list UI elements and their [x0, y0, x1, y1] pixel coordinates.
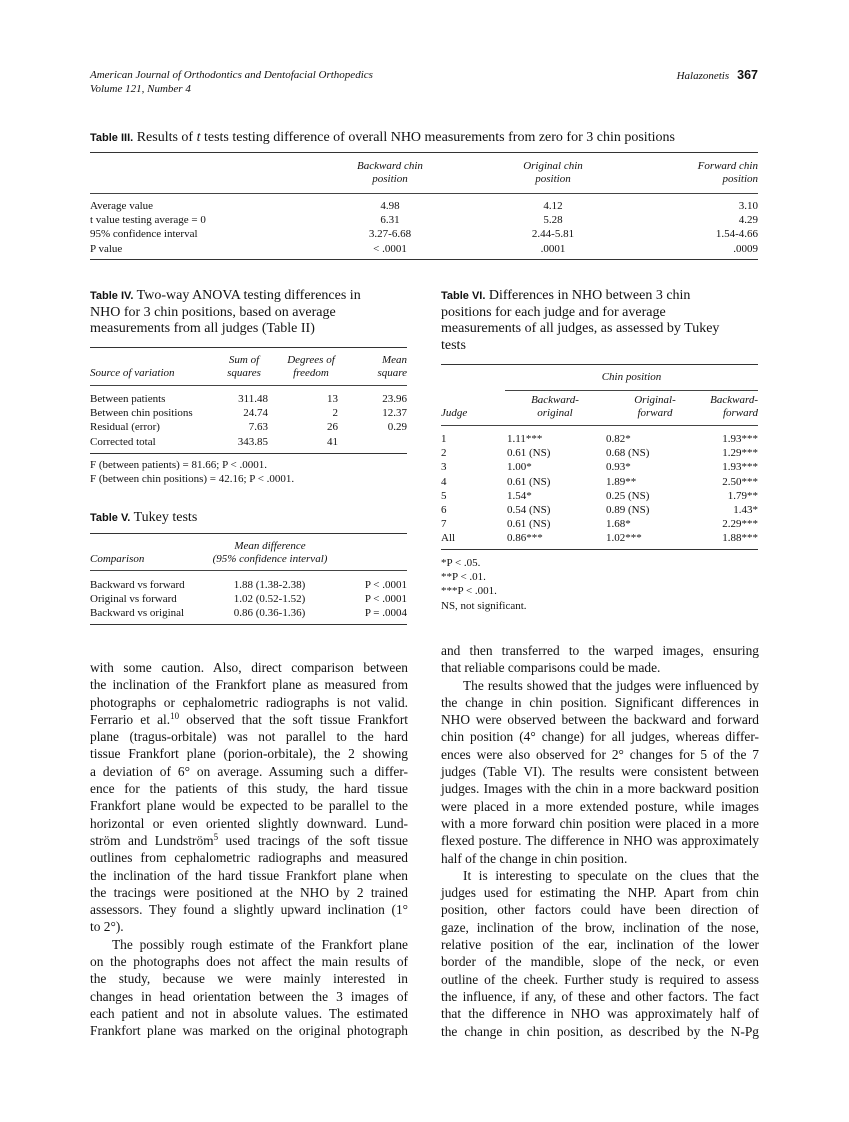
table3-header: [90, 160, 758, 186]
table-note: NS, not significant.: [441, 599, 527, 612]
running-header-left: [90, 68, 373, 96]
table6-caption: [441, 288, 761, 354]
col-header: [349, 354, 407, 380]
text: square: [377, 367, 407, 379]
text-line: relative position of the ear, inclination of the lower: [441, 937, 759, 953]
row-label: Residual (error): [90, 421, 160, 434]
row-label: All: [441, 532, 456, 545]
table-note: **P < .01.: [441, 571, 486, 584]
table-row: [441, 446, 758, 460]
text-line: tissue Frankfort plane (porion-orbitale), the 2 showing: [90, 746, 408, 762]
table-cell: 1.43*: [733, 504, 758, 517]
table-cell: 3.27-6.68: [368, 228, 412, 241]
table3-caption: [90, 130, 770, 147]
table4-body: [90, 392, 407, 449]
text-line: position, other factors could have been direction of: [441, 902, 759, 918]
table-rule: [90, 259, 758, 260]
table-cell: 2.29***: [722, 518, 758, 531]
table4-label: Table IV.: [90, 290, 134, 302]
text-line: to 2°).: [90, 919, 124, 935]
table-cell: 7.63: [248, 421, 268, 434]
table-row: [441, 460, 758, 474]
text-line: It is interesting to speculate on the clues that the: [463, 867, 759, 883]
table-row: [90, 435, 407, 449]
text-line: plane (tragus-orbitale) was not parallel to the hard: [90, 729, 408, 745]
text-line: outline of the cheek. Further study is required to assess: [441, 971, 759, 987]
text: Mean: [381, 354, 407, 366]
text: tests: [441, 337, 466, 353]
text-line: half of the change in chin position.: [441, 850, 628, 866]
table-cell: 1.00*: [507, 461, 532, 474]
text-line: The results showed that the judges were influenced by: [463, 677, 759, 693]
table-cell: 0.61 (NS): [507, 518, 551, 531]
text-line: The possibly rough estimate of the Frankfort plane: [112, 936, 408, 952]
table-cell: 0.29: [387, 421, 407, 434]
text-line: changes in head orientation between the 3 images of: [90, 988, 408, 1004]
col-header: [190, 540, 350, 566]
table-rule: [90, 152, 758, 153]
text-line: each patient and not in absolute values. The estimated: [90, 1005, 408, 1021]
text: Backward-: [531, 394, 579, 406]
table-cell: 2: [332, 407, 338, 420]
row-label: P value: [90, 242, 123, 255]
text: freedom: [293, 367, 329, 379]
table-cell: .0001: [540, 242, 566, 255]
text: Original-: [634, 394, 676, 406]
text-line: ström and Lundström$^5$ used tracings of the soft tissue: [90, 831, 408, 848]
col-header: [90, 354, 215, 380]
table-row: [441, 531, 758, 545]
table-note: F (between patients) = 81.66; P < .0001.: [90, 459, 267, 471]
text-line: assessors. They found a slightly upward inclination (1°: [90, 902, 408, 918]
table6-label: Table VI.: [441, 290, 486, 302]
text: NHO for 3 chin positions, based on average: [90, 304, 336, 320]
table-row: [90, 606, 407, 620]
row-label: 2: [441, 447, 447, 460]
row-label: t value testing average = 0: [90, 214, 206, 227]
table5-label: Table V.: [90, 512, 131, 524]
text-line: Frankfort plane would be expected to be parallel to the: [90, 798, 408, 814]
text: measurements of all judges, as assessed by Tukey: [441, 321, 720, 336]
table-cell: 2.44-5.81: [531, 228, 575, 241]
text-line: that reliable comparisons could be made.: [441, 660, 661, 676]
table6-body: [441, 432, 758, 546]
text: Two-way ANOVA testing differences in: [136, 288, 361, 303]
text-line: horizontal or even oriented slightly downward. Lund-: [90, 815, 408, 831]
table5-body: [90, 578, 407, 621]
body-column-left: [90, 659, 408, 1040]
text: Backward chin: [357, 160, 423, 172]
row-label: 4: [441, 475, 447, 488]
table-cell: 2.50***: [722, 475, 758, 488]
table-cell: 1.79**: [727, 489, 758, 502]
text-line: the inclination of the Frankfort plane as measured from: [90, 677, 408, 693]
text-line: ence for the patients of this study, the hard tissue: [90, 781, 408, 797]
text: original: [537, 407, 573, 419]
table-cell: P = .0004: [364, 607, 407, 620]
table3-body: [90, 199, 758, 256]
row-label: 3: [441, 461, 447, 474]
table-cell: 26: [327, 421, 338, 434]
table-note: F (between chin positions) = 42.16; P < .0001.: [90, 473, 295, 486]
table-cell: 0.82*: [606, 433, 631, 445]
text: squares: [227, 367, 261, 379]
table6-notes: [441, 556, 527, 613]
col-header: [646, 160, 758, 186]
text-line: chin position (4° change) for all judges, whereas differ-: [441, 729, 759, 745]
row-label: Corrected total: [90, 435, 156, 448]
table-rule: [90, 385, 407, 386]
text-line: the change in chin position. Significant differences in: [441, 694, 759, 710]
table-row: [90, 199, 758, 213]
table-rule: [90, 347, 407, 348]
row-label: 7: [441, 518, 447, 531]
col-header: [215, 354, 273, 380]
table-cell: 0.93*: [606, 461, 631, 474]
col-header: [273, 354, 349, 380]
text-line: the study, because we were mainly interested in: [90, 971, 408, 987]
text-line: Frankfort plane was marked on the original photograph: [90, 1023, 408, 1039]
text-line: a deviation of 6° on average. Assuming such a differ-: [90, 763, 408, 779]
text: position: [722, 173, 758, 185]
table-cell: 1.88 (1.38-2.38): [233, 579, 306, 591]
table4-header: [90, 354, 407, 380]
text-line: on the photographs does not affect the main results of: [90, 954, 408, 970]
table-row: [90, 227, 758, 241]
text: forward: [722, 407, 758, 419]
table-cell: .0009: [733, 242, 758, 255]
table-cell: 41: [327, 435, 338, 448]
table-row: [441, 475, 758, 489]
table-row: [441, 503, 758, 517]
table-cell: 311.48: [238, 393, 268, 405]
table-cell: 3.10: [738, 200, 758, 212]
table4-caption: [90, 288, 410, 338]
col-header: Comparison: [90, 553, 145, 565]
journal-volume: Volume 121, Number 4: [90, 83, 191, 95]
table-cell: 1.68*: [606, 518, 631, 531]
table-cell: 1.93***: [722, 461, 758, 474]
table-cell: 4.12: [543, 200, 563, 212]
table-cell: 5.28: [543, 214, 563, 227]
row-label: 6: [441, 504, 447, 517]
table-row: [90, 213, 758, 227]
text-line: judges used for estimating the NHP. Apart from chin: [441, 885, 759, 901]
text: Degrees of: [287, 354, 335, 366]
row-label: Between patients: [90, 393, 166, 405]
text: position: [535, 173, 571, 185]
col-header: [460, 160, 646, 186]
table-row: [90, 392, 407, 406]
text-line: the inclination of the hard tissue Frankfort plane when: [90, 867, 408, 883]
page-number: 367: [737, 68, 758, 82]
table5-caption: [90, 510, 197, 527]
text-line: with some caution. Also, direct comparison between: [90, 660, 408, 675]
table-cell: [338, 435, 407, 449]
table-cell: 13: [327, 393, 338, 405]
row-label: Backward vs original: [90, 607, 185, 620]
col-header: [605, 394, 705, 420]
table-cell: 12.37: [382, 407, 407, 420]
text: Forward chin: [697, 160, 758, 172]
author-name: Halazonetis: [676, 70, 730, 82]
row-label: 95% confidence interval: [90, 228, 198, 241]
text-line: photographs or cephalometric radiographs is not valid.: [90, 694, 408, 710]
row-label: 5: [441, 489, 447, 502]
running-header-right: [677, 68, 758, 83]
caption-text: tests testing difference of overall NHO measurements from zero for 3 chin positions: [200, 130, 675, 145]
table-row: [441, 517, 758, 531]
text: forward: [637, 407, 673, 419]
table-row: [441, 489, 758, 503]
table-cell: 0.54 (NS): [507, 504, 551, 517]
table-cell: 1.29***: [722, 447, 758, 460]
table-cell: 1.93***: [722, 433, 758, 445]
table-cell: 1.89**: [606, 475, 637, 488]
table-cell: 0.25 (NS): [606, 489, 650, 502]
col-header: Judge: [441, 407, 468, 419]
col-header: [705, 394, 758, 420]
table3-label: Table III.: [90, 132, 134, 144]
table-note: *P < .05.: [441, 557, 481, 569]
table-rule: [90, 624, 407, 625]
table-cell: 0.89 (NS): [606, 504, 650, 517]
table-rule: [441, 425, 758, 426]
text: Backward-: [710, 394, 758, 406]
table-cell: 1.54-4.66: [715, 228, 758, 241]
text-line: gaze, inclination of the brow, inclination of the nose,: [441, 919, 759, 935]
text: measurements from all judges (Table II): [90, 321, 315, 336]
text-line: border of the mandible, slope of the neck, or even: [441, 954, 759, 970]
table-cell: 1.88***: [722, 532, 758, 545]
table-row: [90, 578, 407, 592]
table-row: [90, 592, 407, 606]
text-line: ences were also observed for 2° changes for 5 of the 7: [441, 746, 759, 762]
row-label: Between chin positions: [90, 407, 193, 420]
text-line: the influence, if any, of these and other factors. The fact: [441, 988, 759, 1004]
text-line: the change in chin position, as described by the N-Pg: [441, 1023, 759, 1039]
text-line: judges (Table VI). The results were consistent between: [441, 764, 759, 780]
col-header: [320, 160, 460, 186]
table-cell: < .0001: [373, 242, 407, 255]
text-line: that the difference in NHO was approximately half of: [441, 1006, 759, 1022]
text-line: the tracings were positioned at the NHO by 2 trained: [90, 884, 408, 900]
text-line: and then transferred to the warped images, ensuring: [441, 643, 759, 658]
table-cell: 24.74: [243, 407, 268, 420]
table-rule: [90, 533, 407, 534]
table-cell: 1.02***: [606, 532, 642, 545]
text: position: [372, 173, 408, 185]
table-rule: [441, 364, 758, 365]
table-cell: 1.54*: [507, 489, 532, 502]
table-cell: 23.96: [382, 393, 407, 405]
body-column-right: [441, 642, 759, 1040]
row-label: Average value: [90, 200, 154, 212]
text: (95% confidence interval): [212, 553, 328, 565]
table4-notes: [90, 458, 294, 486]
table-cell: P < .0001: [364, 593, 407, 606]
table-cell: 0.61 (NS): [507, 475, 551, 488]
table-cell: P < .0001: [364, 579, 407, 591]
row-label: Original vs forward: [90, 593, 177, 606]
text: Sum of: [228, 354, 260, 366]
text-line: were placed in a more extended posture, while images: [441, 798, 759, 814]
table-rule: [505, 390, 758, 391]
table-row: [90, 420, 407, 434]
table6-header: [441, 394, 758, 420]
table-cell: 0.68 (NS): [606, 447, 650, 460]
table-row: [90, 242, 758, 256]
text-line: outlines from cephalometric radiographs and measured: [90, 850, 408, 866]
table-rule: [90, 570, 407, 571]
table-row: [441, 432, 758, 446]
text-line: with a more forward chin position were placed in a more: [441, 815, 759, 831]
text: Mean difference: [234, 540, 306, 552]
row-label: Backward vs forward: [90, 579, 185, 591]
reference-citation: 5: [213, 831, 219, 842]
table-note: ***P < .001.: [441, 585, 497, 598]
row-label: 1: [441, 433, 447, 445]
text-line: judges. Images with the chin in a more backward position: [441, 781, 759, 797]
table-cell: 6.31: [380, 214, 400, 227]
table-cell: 0.61 (NS): [507, 447, 551, 460]
caption-text: Results of: [136, 130, 197, 145]
text: positions for each judge and for average: [441, 304, 666, 320]
text-line: flexed posture. The difference in NHO was approximately: [441, 833, 759, 849]
table5-header: [90, 540, 407, 566]
table-cell: 0.86 (0.36-1.36): [233, 607, 306, 620]
group-header: Chin position: [601, 371, 662, 383]
table-rule: [90, 193, 758, 194]
col-header: [505, 394, 605, 420]
table-cell: 343.85: [237, 435, 268, 448]
text: Differences in NHO between 3 chin: [488, 288, 691, 303]
table-rule: [90, 453, 407, 454]
table-cell: 1.02 (0.52-1.52): [233, 593, 306, 606]
text: Source of variation: [90, 367, 175, 379]
reference-citation: 10: [170, 710, 180, 721]
table-row: [90, 406, 407, 420]
table-cell: 4.98: [380, 200, 400, 212]
text: Tukey tests: [133, 510, 198, 525]
journal-title: American Journal of Orthodontics and Dentofacial Orthopedics: [90, 69, 373, 81]
table-cell: 4.29: [738, 214, 758, 227]
text: Original chin: [523, 160, 583, 172]
text-line: NHO were observed between the backward and forward: [441, 712, 759, 728]
text-line: Ferrario et al.$^{10}$ observed that the soft tissue Frankfort: [90, 710, 409, 727]
table-cell: 0.86***: [507, 532, 543, 545]
table-rule: [441, 549, 758, 550]
caption-text: t: [196, 130, 201, 145]
table-cell: 1.11***: [507, 433, 543, 445]
